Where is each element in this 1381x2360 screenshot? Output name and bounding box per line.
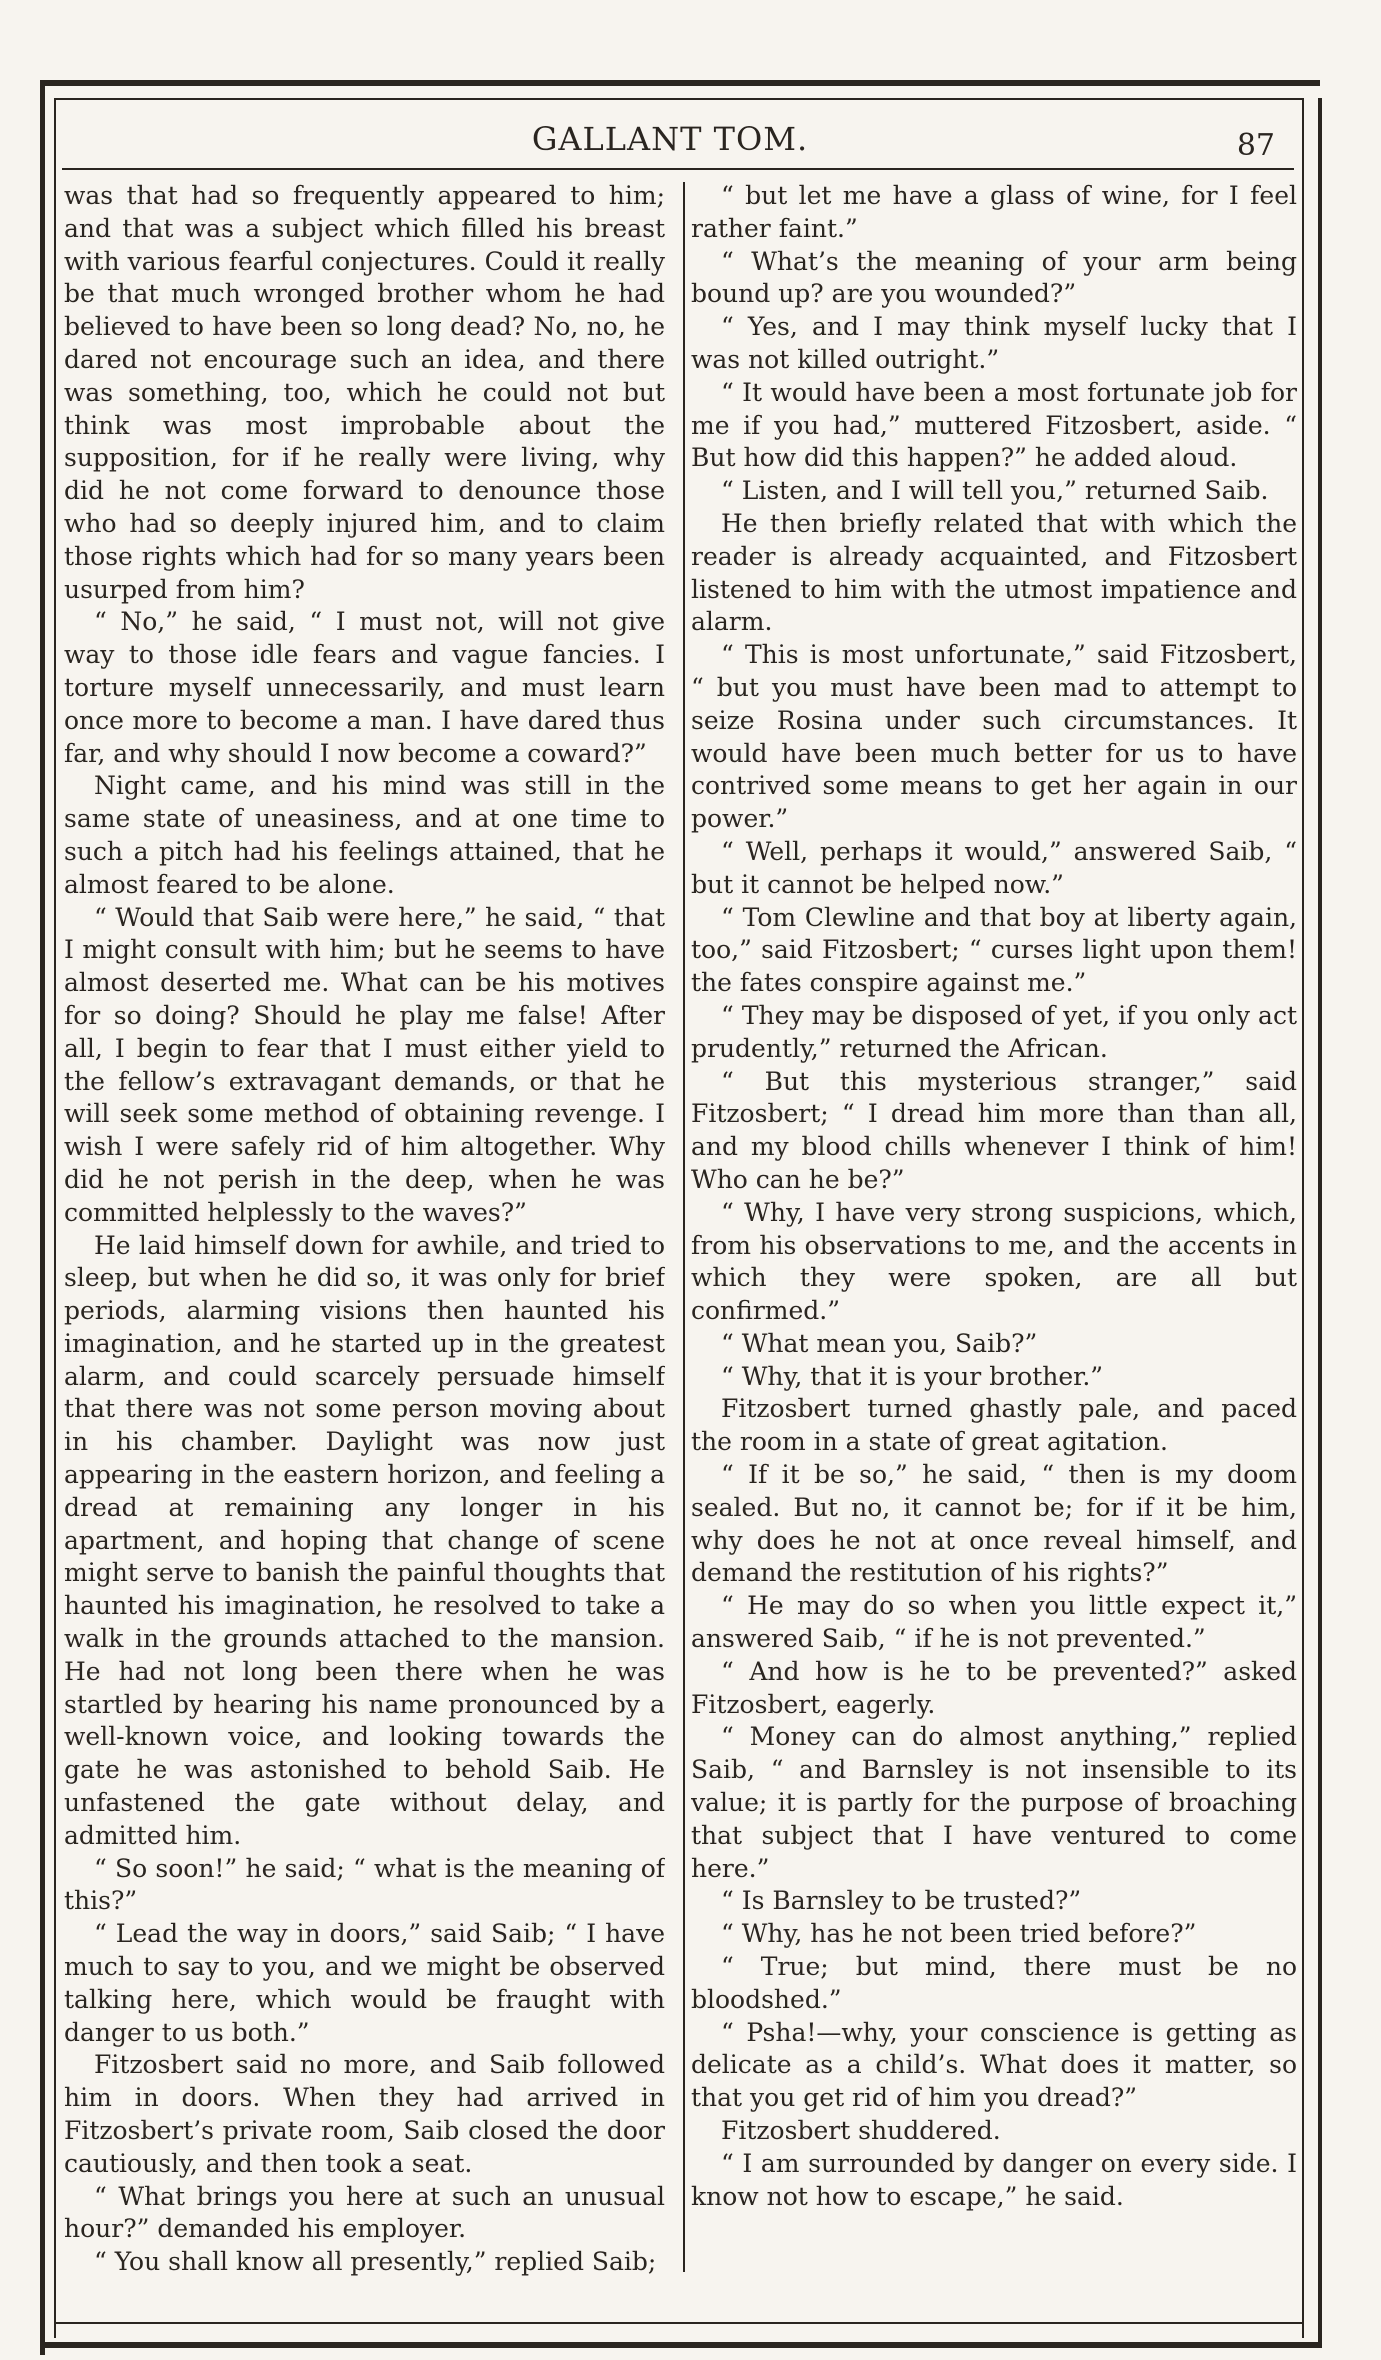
- paragraph: “ But this mysterious stranger,” said Fitzosbert; “ I dread him more than than all, and my blood chills whenever I think of him! Who can he be?”: [691, 1066, 1297, 1194]
- inner-border-top: [54, 98, 1304, 100]
- paragraph: “ Listen, and I will tell you,” returned Saib.: [721, 476, 1269, 506]
- paragraph: “ And how is he to be prevented?” asked Fitzosbert, eagerly.: [691, 1656, 1297, 1719]
- paragraph: Night came, and his mind was still in the same state of uneasiness, and at one time to such a pitch had his feelings attained, that he almost feared to be alone.: [64, 771, 665, 899]
- inner-border-left: [54, 98, 56, 2338]
- outer-border-right: [1318, 98, 1322, 2348]
- paragraph: “ Yes, and I may think myself lucky that I was not killed outright.”: [691, 312, 1297, 374]
- paragraph: “ What brings you here at such an unusual hour?” demanded his employer.: [64, 2181, 665, 2244]
- paragraph: “ No,” he said, “ I must not, will not give way to those idle fears and vague fancies. I torture myself unnecessarily, and must learn once more to become a man. I have dared thus far, and why should I now become a coward?”: [64, 607, 665, 768]
- left-column: [64, 180, 665, 2280]
- paragraph: “ Money can do almost anything,” replied Saib, “ and Barnsley is not insensible to its value; it is partly for the purpose of broaching that subject that I have ventured to come here.”: [691, 1722, 1297, 1883]
- paragraph: “ Is Barnsley to be trusted?”: [721, 1886, 1082, 1916]
- paragraph: “ Why, has he not been tried before?”: [721, 1919, 1197, 1949]
- paragraph: “ What’s the meaning of your arm being bound up? are you wounded?”: [691, 246, 1297, 309]
- paragraph: “ Why, that it is your brother.”: [721, 1361, 1104, 1391]
- inner-border-right: [1302, 98, 1304, 2338]
- paragraph: “ True; but mind, there must be no bloodshed.”: [691, 1952, 1297, 2014]
- outer-border-top: [40, 80, 1320, 86]
- paragraph: Fitzosbert said no more, and Saib followed him in doors. When they had arrived in Fitzosbert’s private room, Saib closed the door cautiously, and then took a seat.: [64, 2050, 665, 2178]
- page-number: 87: [1236, 128, 1275, 163]
- paragraph: “ but let me have a glass of wine, for I feel rather faint.”: [691, 181, 1297, 243]
- paragraph: “ Well, perhaps it would,” answered Saib, “ but it cannot be helped now.”: [691, 836, 1297, 899]
- running-title: GALLANT TOM.: [531, 120, 809, 158]
- paragraph: “ So soon!” he said; “ what is the meaning of this?”: [64, 1853, 665, 1916]
- header-rule: [62, 168, 1294, 170]
- paragraph: He laid himself down for awhile, and tried to sleep, but when he did so, it was only for brief periods, alarming visions then haunted his imagination, and he started up in the greatest alarm, and could scarcely persuade himself that there was not some person moving about in his chamber. Daylight was now just appearing in the eastern horizon, and feeling a dread at remaining any longer in his apartment, and hoping that change of scene might serve to banish the painful thoughts that haunted his imagination, he resolved to take a walk in the grounds attached to the mansion. He had not long been there when he was startled by hearing his name pronounced by a well-known voice, and looking towards the gate he was astonished to behold Saib. He unfastened the gate without delay, and admitted him.: [64, 1230, 665, 1850]
- outer-border-left: [40, 80, 45, 2355]
- paragraph: “ I am surrounded by danger on every side. I know not how to escape,” he said.: [691, 2148, 1297, 2211]
- paragraph: “ They may be disposed of yet, if you only act prudently,” returned the African.: [691, 1000, 1297, 1063]
- paragraph: “ Would that Saib were here,” he said, “ that I might consult with him; but he seems to have almost deserted me. What can be his motives for so doing? Should he play me false! After all, I begin to fear that I must either yield to the fellow’s extravagant demands, or that he will seek some method of obtaining revenge. I wish I were safely rid of him altogether. Why did he not perish in the deep, when he was committed helplessly to the waves?”: [64, 902, 665, 1227]
- paragraph: “ This is most unfortunate,” said Fitzosbert, “ but you must have been mad to attempt to seize Rosina under such circumstances. It would have been much better for us to have contrived some means to get her again in our power.”: [691, 640, 1297, 834]
- paragraph: “ He may do so when you little expect it,” answered Saib, “ if he is not prevented.”: [691, 1591, 1297, 1654]
- paragraph: was that had so frequently appeared to him; and that was a subject which filled his breast with various fearful conjectures. Could it really be that much wronged brother whom he had believed to have been so long dead? No, no, he dared not encourage such an idea, and there was something, too, which he could not but think was most improbable about the supposition, for if he really were living, why did he not come forward to denounce those who had so deeply injured him, and to claim those rights which had for so many years been usurped from him?: [64, 181, 665, 604]
- paragraph: “ You shall know all presently,” replied Saib;: [94, 2247, 657, 2277]
- paragraph: “ Lead the way in doors,” said Saib; “ I have much to say to you, and we might be observed talking here, which would be fraught with danger to us both.”: [64, 1919, 665, 2047]
- paragraph: “ What mean you, Saib?”: [721, 1328, 1038, 1358]
- inner-border-bottom: [54, 2322, 1304, 2324]
- paragraph: Fitzosbert shuddered.: [721, 2116, 1001, 2146]
- paragraph: Fitzosbert turned ghastly pale, and paced the room in a state of great agitation.: [691, 1394, 1297, 1457]
- paragraph: “ It would have been a most fortunate job for me if you had,” muttered Fitzosbert, aside. “ But how did this happen?” he added aloud.: [691, 377, 1297, 473]
- paragraph: He then briefly related that with which the reader is already acquainted, and Fitzosbert listened to him with the utmost impatience and alarm.: [691, 508, 1297, 637]
- right-column: [691, 180, 1297, 2280]
- paragraph: “ Tom Clewline and that boy at liberty again, too,” said Fitzosbert; “ curses light upon them! the fates conspire against me.”: [691, 902, 1297, 998]
- column-divider: [683, 182, 685, 2272]
- outer-border-bottom: [40, 2342, 1322, 2348]
- paragraph: “ If it be so,” he said, “ then is my doom sealed. But no, it cannot be; for if it be him, why does he not at once reveal himself, and demand the restitution of his rights?”: [691, 1460, 1297, 1588]
- paragraph: “ Why, I have very strong suspicions, which, from his observations to me, and the accents in which they were spoken, are all but confirmed.”: [691, 1197, 1297, 1326]
- paragraph: “ Psha!—why, your conscience is getting as delicate as a child’s. What does it matter, so that you get rid of him you dread?”: [691, 2017, 1297, 2113]
